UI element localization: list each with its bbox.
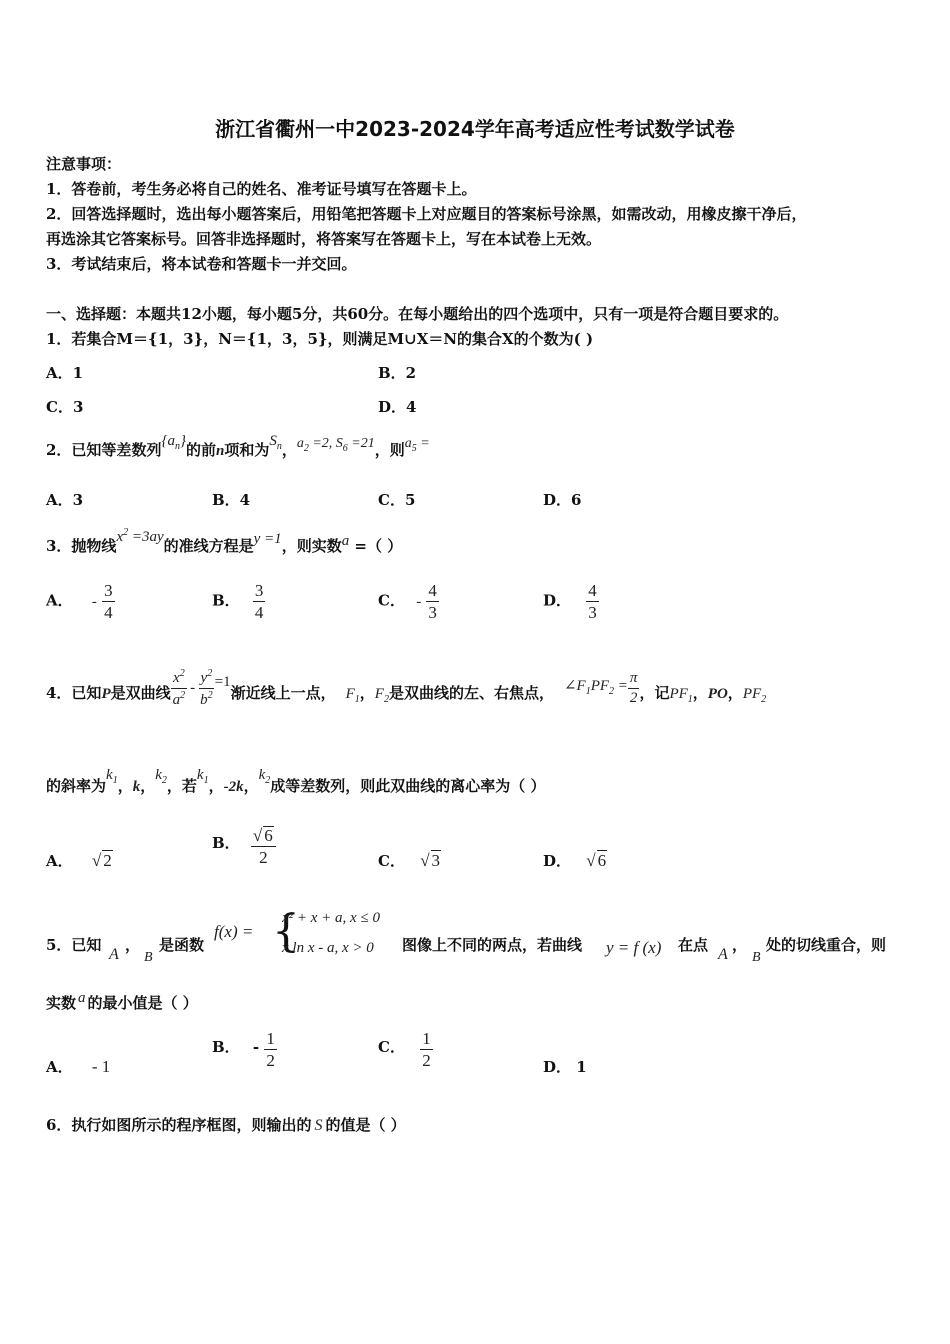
q4-frac-x (171, 669, 188, 708)
q5-function-name (214, 922, 253, 942)
question-2-option-c: C．5 (378, 491, 416, 509)
q4-a-label: A． (46, 852, 73, 870)
q4-k: k (132, 779, 141, 795)
q5-text-4: 在点 (678, 936, 709, 954)
q4-po: PO (707, 686, 728, 702)
notice-item-1: 1．答卷前，考生务必将自己的姓名、准考证号填写在答题卡上。 (46, 180, 477, 198)
q4-kcomma-4: ， (243, 777, 259, 795)
q4-k1b-k: k (196, 767, 204, 783)
q4-a-radicand: 2 (103, 851, 112, 870)
q5-point-b-2: B (752, 950, 761, 965)
question-1-option-c: C．3 (46, 398, 84, 416)
q3-d-den: 3 (588, 603, 597, 622)
question-3-option-a (46, 582, 115, 621)
q4-y2 (199, 669, 215, 689)
q3-b-num: 3 (254, 581, 264, 600)
question-2-option-a: A．3 (46, 491, 84, 509)
q2-sum-s: S (269, 433, 277, 449)
q4-f1-f: F (345, 686, 355, 702)
q4-f2-f: F (374, 686, 384, 702)
q5-b-sign: - (252, 1037, 260, 1056)
q4-pi-den: 2 (629, 689, 638, 706)
q3-b-den: 4 (254, 603, 264, 622)
q2-cond-a: a (296, 436, 304, 451)
q4-comma-3: ， (727, 684, 743, 702)
q2-condition (296, 436, 375, 454)
q5-curve: y = f (x) (606, 938, 662, 957)
q5-c-label: C． (378, 1037, 405, 1056)
q5-text-5: 处的切线重合，则 (766, 936, 887, 954)
q4-c-label: C． (378, 852, 405, 870)
q3-text-4: =（ ） (349, 537, 403, 555)
q4-comma-1: ， (359, 684, 375, 702)
question-3-stem (46, 525, 402, 565)
q2-n: n (215, 443, 225, 459)
q4-b-frac (251, 826, 276, 866)
q5-case-2: x ln x - a, x > 0 (282, 940, 374, 956)
section-heading: 一、选择题：本题共12小题，每小题5分，共60分。在每小题给出的四个选项中，只有一项是符合题目要求的。 (46, 305, 789, 323)
q4-b-radicand: 6 (264, 826, 273, 845)
question-5-option-b (212, 1030, 277, 1069)
q3-d-frac (586, 582, 599, 621)
notice-item-3: 3．考试结束后，将本试卷和答题卡一并交回。 (46, 255, 357, 273)
q2-text-1: 2．已知等差数列 (46, 441, 162, 459)
q5-point-b: B (144, 950, 153, 965)
q2-a5-eq: = (416, 436, 430, 451)
q3-a-den: 4 (104, 603, 113, 622)
question-5-option-c (378, 1030, 433, 1069)
q4-b-num: √ 6 (251, 826, 276, 847)
q5-b-frac (264, 1030, 277, 1069)
q5-fx: (x) = (218, 922, 254, 941)
q5-b-num: 1 (266, 1029, 275, 1048)
question-1-stem: 1．若集合M＝{1，3}，N＝{1，3，5}，则满足M∪X＝N的集合X的个数为( ) (46, 330, 594, 348)
q2-sum-sub: n (276, 441, 282, 452)
q5-comma-1: ， (125, 936, 141, 954)
question-5-stem-line-2 (46, 988, 198, 1019)
q4-pf2-sub: 2 (761, 694, 767, 705)
q5-d-label: D． (543, 1058, 572, 1076)
q3-a-sign: - (91, 593, 97, 610)
question-5-option-a (46, 1056, 110, 1077)
q4-k2b-k: k (258, 767, 266, 783)
q4-eq1: =1 (214, 674, 231, 690)
q2-cond-s-sub: 6 (342, 442, 348, 454)
q4-a-value: √ 2 (91, 851, 112, 870)
q5-text-1: 5．已知 (46, 936, 102, 954)
q2-text-2: 的前 (185, 441, 216, 459)
question-4-option-a (46, 850, 113, 871)
q4-x-sup: 2 (179, 667, 185, 679)
q4-b-den: 2 (259, 848, 268, 867)
q3-c-sign: - (416, 593, 422, 610)
q4-text-5: ，记 (639, 684, 670, 702)
q4-kcomma-3: ， (208, 777, 224, 795)
q3-equation (116, 529, 163, 545)
q3-b-frac (253, 582, 266, 621)
q4-f1 (345, 686, 360, 705)
q4-angle (563, 678, 628, 697)
q4-angle-f: ∠F (563, 678, 586, 694)
q4-d-value: √ 6 (586, 851, 607, 870)
q4-pf2-text: PF (742, 686, 762, 702)
question-3-option-c (378, 582, 439, 621)
q4-pf1 (669, 686, 693, 705)
q2-a5 (404, 436, 430, 454)
q4-b-sup: 2 (207, 689, 213, 701)
question-1-option-a: A．1 (46, 364, 84, 382)
q3-a-label: A． (46, 591, 73, 610)
q4-p: P (101, 686, 111, 702)
q4-angle-pf: PF (590, 678, 610, 694)
q4-b: b (200, 691, 208, 708)
q4-angle-sub2: 2 (609, 686, 615, 697)
q2-seq-sub: n (174, 441, 180, 452)
notice-heading: 注意事项： (46, 155, 122, 173)
q5-b-den: 2 (266, 1051, 275, 1070)
q2-seq-open: {a (161, 433, 175, 449)
q2-a5-sub: 5 (411, 442, 417, 454)
q4-k1 (106, 767, 118, 786)
question-5-option-d (543, 1056, 587, 1077)
q5-text-2: 是函数 (159, 936, 205, 954)
q4-a2 (171, 689, 188, 708)
q4-kcomma-2: ， (140, 777, 156, 795)
q5-a: a (78, 990, 86, 1006)
q2-sequence (161, 433, 186, 452)
question-3-option-d (543, 582, 599, 621)
q4-d-radicand: 6 (597, 851, 607, 870)
q2-cond-end: =21 (347, 436, 375, 451)
q4-k2-k: k (155, 767, 162, 783)
q4-pf1-text: PF (669, 686, 688, 702)
q5-c-den: 2 (422, 1051, 431, 1070)
q3-text-3: ，则实数 (281, 537, 342, 555)
q4-text-1: 4．已知 (46, 684, 102, 702)
q5-line2-text-2: 的最小值是（ ） (87, 994, 198, 1012)
q5-point-a-2: A (718, 946, 728, 963)
q4-f2 (374, 686, 389, 705)
question-2-stem (46, 432, 430, 475)
q4-b-label: B． (212, 834, 240, 852)
q6-text-1: 6．执行如图所示的程序框图，则输出的 (46, 1116, 312, 1134)
q3-directrix: y =1 (253, 531, 282, 547)
notice-item-2-cont: 再选涂其它答案标号。回答非选择题时，将答案写在答题卡上，写在本试卷上无效。 (46, 230, 602, 248)
q4-c-radicand: 3 (431, 851, 441, 870)
q5-a-value: - 1 (91, 1057, 111, 1076)
q4-b2 (198, 689, 215, 708)
q3-b-label: B． (212, 591, 240, 610)
q4-k2-sub: 2 (161, 775, 167, 786)
q3-c-den: 3 (428, 603, 437, 622)
q4-angle-sub1: 1 (585, 686, 591, 697)
q3-eq-sup: 2 (123, 527, 129, 538)
q4-ruo: ，若 (166, 777, 197, 795)
q4-pf2 (742, 686, 767, 705)
question-4-stem (46, 668, 766, 725)
q4-y-sup: 2 (207, 667, 213, 679)
q5-comma-2: ， (732, 936, 748, 954)
question-4-option-b (212, 826, 276, 866)
q4-text-2: 是双曲线 (110, 684, 171, 702)
q4-k1b-sub: 1 (203, 775, 209, 786)
question-1-option-d: D．4 (378, 398, 417, 416)
q4-k2b-sub: 2 (265, 775, 271, 786)
q4-d-label: D． (543, 852, 572, 870)
q3-d-num: 4 (588, 581, 597, 600)
q5-d-value: 1 (576, 1058, 587, 1076)
q3-d-label: D． (543, 591, 572, 610)
q4-angle-eq: = (614, 678, 628, 694)
q2-text-3: 项和为 (224, 441, 270, 459)
q3-a-num: 3 (104, 581, 113, 600)
q3-c-label: C． (378, 591, 405, 610)
q4-x2 (171, 669, 187, 689)
question-4-option-c (378, 850, 441, 871)
q3-a-frac (102, 582, 115, 621)
q4-line2-text-2: 成等差数列，则此双曲线的离心率为（ ） (270, 777, 546, 795)
q4-pi-frac (628, 671, 640, 706)
q4-k1-sub: 1 (112, 775, 118, 786)
q4-y: y (200, 669, 208, 686)
q5-brace: { (272, 906, 300, 957)
q4-k1-k: k (106, 767, 113, 783)
q4-neg2k: -2k (223, 779, 244, 795)
q5-case-1: x² + x + a, x ≤ 0 (282, 910, 380, 926)
q3-c-num: 4 (428, 581, 437, 600)
q5-a-label: A． (46, 1058, 73, 1076)
q4-pi: π (628, 671, 640, 689)
q4-a-sup: 2 (180, 689, 186, 701)
q4-comma-2: ， (692, 684, 708, 702)
question-3-option-b (212, 582, 265, 621)
question-6-stem (46, 1114, 406, 1135)
question-2-option-b: B．4 (212, 491, 251, 509)
q4-line2-text-1: 的斜率为 (46, 777, 107, 795)
q4-frac-y (198, 669, 215, 708)
q2-sum (269, 433, 282, 452)
page-title: 浙江省衢州一中2023-2024学年高考适应性考试数学试卷 (215, 117, 735, 141)
q2-seq-close: } (179, 433, 186, 449)
q3-a: a (341, 533, 350, 549)
q5-point-a: A (109, 946, 119, 963)
q5-text-3: 图像上不同的两点，若曲线 (402, 936, 583, 954)
q2-cond-a-sub: 2 (303, 442, 309, 454)
q4-k1-b (196, 767, 209, 786)
q3-text-1: 3．抛物线 (46, 537, 117, 555)
q4-k2 (155, 767, 167, 786)
q4-kcomma-1: ， (117, 777, 133, 795)
q4-f1-sub: 1 (354, 694, 360, 705)
q4-k2-b (258, 767, 271, 786)
q4-pf1-sub: 1 (687, 694, 693, 705)
q4-f2-sub: 2 (383, 694, 389, 705)
q6-text-2: 的值是（ ） (325, 1116, 406, 1134)
q3-eq-rest: =3ay (128, 529, 164, 545)
q2-cond-mid: =2, S (308, 436, 343, 451)
q4-text-3: 渐近线上一点， (230, 684, 336, 702)
q5-line2-text-1: 实数 (46, 994, 77, 1012)
q4-a: a (172, 691, 181, 708)
q4-minus: - (190, 680, 196, 696)
question-4-stem-line-2 (46, 766, 546, 813)
q2-text-4: ，则 (374, 441, 405, 459)
q2-comma: ， (281, 441, 297, 459)
q6-s: S (314, 1117, 323, 1134)
q5-c-frac (420, 1030, 433, 1069)
question-1-option-b: B．2 (378, 364, 417, 382)
question-2-option-d: D．6 (543, 491, 582, 509)
q5-b-label: B． (212, 1037, 240, 1056)
q3-text-2: 的准线方程是 (163, 537, 254, 555)
notice-item-2: 2．回答选择题时，选出每小题答案后，用铅笔把答题卡上对应题目的答案标号涂黑，如需改动，用橡皮擦干净后， (46, 205, 807, 223)
question-4-option-d (543, 850, 607, 871)
q3-c-frac (426, 582, 439, 621)
q3-eq-x: x (116, 529, 124, 545)
q4-text-4: 是双曲线的左、右焦点， (388, 684, 554, 702)
q5-c-num: 1 (422, 1029, 431, 1048)
q5-f: f (214, 922, 219, 941)
q4-x: x (173, 669, 180, 686)
q4-c-value: √ 3 (420, 851, 441, 870)
q2-a5-a: a (404, 436, 412, 451)
